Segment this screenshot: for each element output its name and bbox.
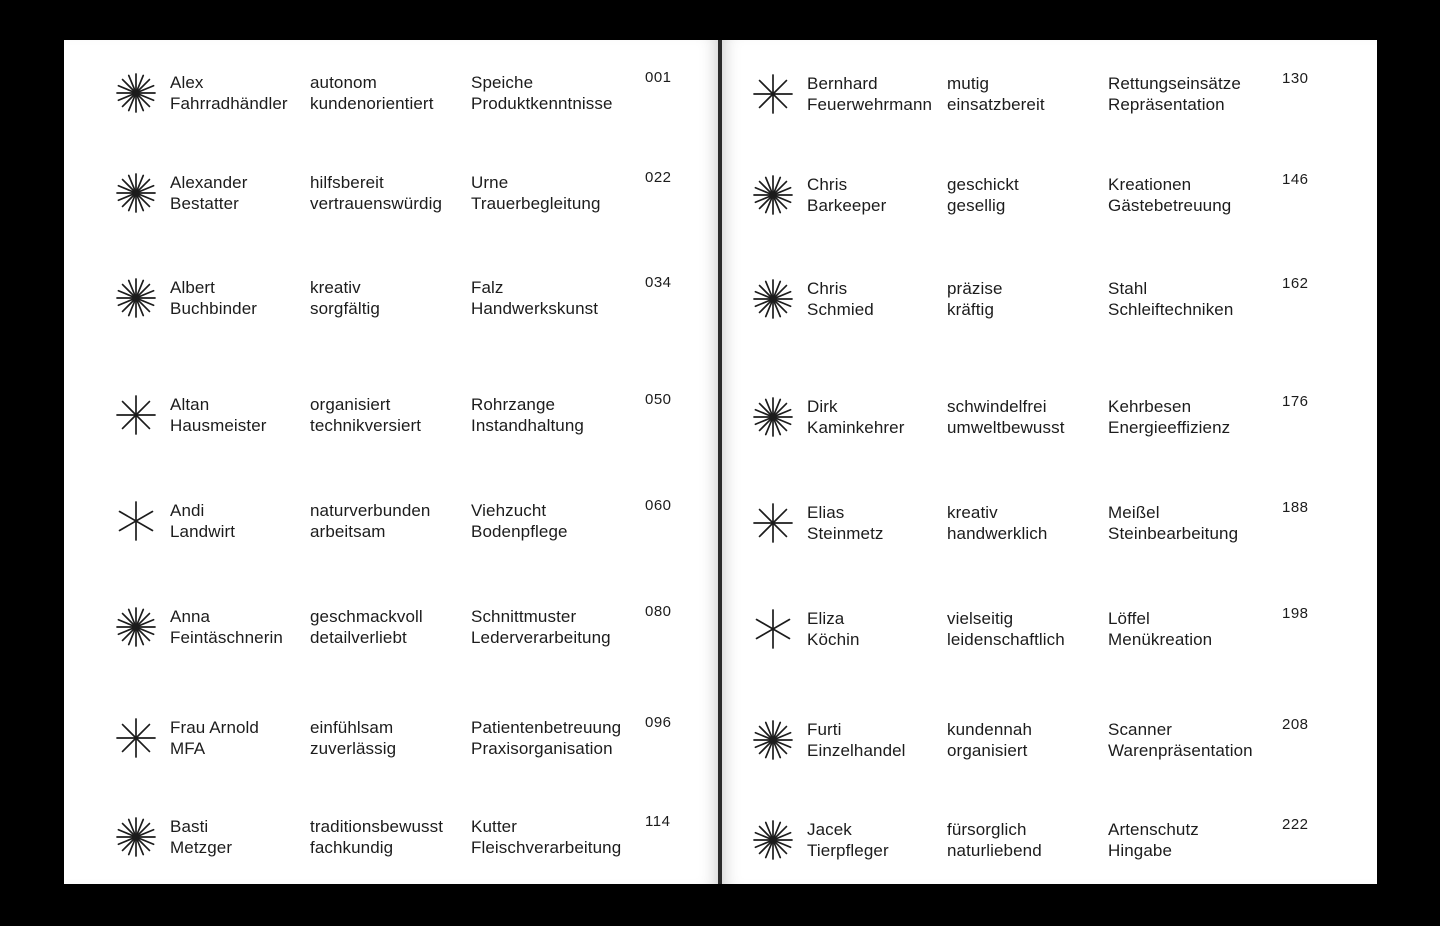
trait-secondary: vertrauenswürdig [310,194,442,213]
skills-column [1108,608,1212,650]
page-number: 050 [645,391,672,408]
person-role: Feintäschnerin [170,628,283,647]
item-label: Meißel [1108,503,1160,522]
trait-primary: fürsorglich [947,820,1027,839]
traits-column [310,277,380,319]
person-role: Hausmeister [170,416,267,435]
skill-label: Bodenpflege [471,522,568,541]
traits-column [310,500,431,542]
trait-primary: schwindelfrei [947,397,1047,416]
page-number: 188 [1282,499,1309,516]
traits-column [947,73,1045,115]
traits-column [947,719,1032,761]
entry [722,70,1377,117]
item-label: Artenschutz [1108,820,1199,839]
skill-label: Handwerkskunst [471,299,599,318]
page-number: 146 [1282,171,1309,188]
trait-secondary: organisiert [947,741,1028,760]
skills-column [471,500,568,542]
page-number: 060 [645,497,672,514]
trait-primary: geschickt [947,175,1019,194]
person-role: Landwirt [170,522,236,541]
page-number: 114 [645,813,671,830]
asterisk-16-icon [752,396,794,438]
person-name: Andi [170,501,205,520]
traits-column [310,816,443,858]
page-number: 130 [1282,70,1309,87]
person-role: Köchin [807,630,860,649]
skill-label: Produktkenntnisse [471,94,613,113]
asterisk-16-icon [115,172,157,214]
entry [64,274,718,321]
person-name: Albert [170,278,216,297]
skills-column [1108,502,1238,544]
item-label: Urne [471,173,509,192]
entry [722,605,1377,652]
page-number: 176 [1282,393,1309,410]
entry [64,813,718,860]
item-label: Rohrzange [471,395,556,414]
traits-column [310,172,442,214]
item-label: Schnittmuster [471,607,577,626]
traits-column [947,174,1019,216]
person-role: Kaminkehrer [807,418,905,437]
skill-label: Lederverarbeitung [471,628,611,647]
skills-column [1108,278,1233,320]
trait-secondary: kundenorientiert [310,94,434,113]
person-role: Buchbinder [170,299,258,318]
skills-column [471,394,584,436]
asterisk-16-icon [752,278,794,320]
person-role: Feuerwehrmann [807,95,933,114]
item-label: Rettungseinsätze [1108,74,1241,93]
trait-secondary: naturliebend [947,841,1042,860]
skill-label: Schleiftechniken [1108,300,1234,319]
skill-label: Fleischverarbeitung [471,838,622,857]
person-name: Furti [807,720,842,739]
entry [64,69,718,116]
asterisk-16-icon [115,72,157,114]
page-number: 222 [1282,816,1309,833]
trait-primary: mutig [947,74,990,93]
person-name: Chris [807,279,848,298]
asterisk-16-icon [752,819,794,861]
person-column [170,72,288,114]
asterisk-8-icon [115,717,157,759]
skill-label: Warenpräsentation [1108,741,1253,760]
skills-column [471,277,598,319]
asterisk-8-icon [752,502,794,544]
traits-column [310,606,423,648]
page-number: 096 [645,714,672,731]
skills-column [1108,396,1230,438]
skills-column [471,606,611,648]
trait-secondary: gesellig [947,196,1006,215]
entry [64,603,718,650]
person-column [170,816,232,858]
person-column [807,396,904,438]
asterisk-3-icon [115,500,157,542]
trait-primary: kreativ [310,278,361,297]
item-label: Kutter [471,817,517,836]
person-role: Tierpfleger [807,841,889,860]
entry [64,497,718,544]
trait-primary: geschmackvoll [310,607,423,626]
trait-secondary: zuverlässig [310,739,397,758]
trait-secondary: leidenschaftlich [947,630,1065,649]
trait-primary: präzise [947,279,1003,298]
page-number: 080 [645,603,672,620]
person-column [170,717,259,759]
trait-secondary: handwerklich [947,524,1048,543]
traits-column [947,608,1065,650]
skills-column [471,816,621,858]
trait-secondary: arbeitsam [310,522,386,541]
trait-primary: hilfsbereit [310,173,384,192]
skill-label: Repräsentation [1108,95,1225,114]
page-number: 162 [1282,275,1309,292]
skill-label: Gästebetreuung [1108,196,1232,215]
item-label: Patientenbetreuung [471,718,622,737]
person-column [807,819,889,861]
asterisk-16-icon [115,816,157,858]
traits-column [947,278,1003,320]
entry [722,716,1377,763]
person-column [807,719,906,761]
skills-column [471,172,601,214]
item-label: Viehzucht [471,501,547,520]
asterisk-16-icon [752,719,794,761]
person-column [807,278,874,320]
person-name: Altan [170,395,210,414]
trait-secondary: sorgfältig [310,299,380,318]
person-role: Schmied [807,300,874,319]
page-number: 208 [1282,716,1309,733]
trait-primary: traditionsbewusst [310,817,444,836]
trait-secondary: detailverliebt [310,628,407,647]
person-role: Fahrradhändler [170,94,288,113]
asterisk-16-icon [115,277,157,319]
skill-label: Energieeffizienz [1108,418,1231,437]
trait-primary: autonom [310,73,377,92]
item-label: Stahl [1108,279,1148,298]
entry [722,275,1377,322]
traits-column [947,396,1065,438]
asterisk-16-icon [115,606,157,648]
skill-label: Trauerbegleitung [471,194,601,213]
person-name: Basti [170,817,209,836]
trait-secondary: fachkundig [310,838,394,857]
skill-label: Instandhaltung [471,416,584,435]
person-name: Chris [807,175,848,194]
entry [64,169,718,216]
person-name: Frau Arnold [170,718,259,737]
trait-primary: einfühlsam [310,718,394,737]
person-column [807,73,932,115]
traits-column [310,394,421,436]
person-name: Eliza [807,609,845,628]
trait-primary: naturverbunden [310,501,431,520]
entry [722,171,1377,218]
person-role: Einzelhandel [807,741,906,760]
entry [64,714,718,761]
item-label: Falz [471,278,504,297]
skills-column [1108,174,1231,216]
item-label: Kreationen [1108,175,1192,194]
trait-secondary: umweltbewusst [947,418,1065,437]
asterisk-8-icon [752,73,794,115]
person-column [170,277,257,319]
trait-primary: kreativ [947,503,998,522]
trait-secondary: kräftig [947,300,994,319]
skills-column [1108,73,1241,115]
traits-column [947,819,1042,861]
person-column [807,502,884,544]
entry [64,391,718,438]
skills-column [1108,819,1199,861]
person-column [170,394,267,436]
person-role: Bestatter [170,194,239,213]
traits-column [310,717,396,759]
trait-secondary: einsatzbereit [947,95,1045,114]
page-number: 001 [645,69,672,86]
person-column [807,174,886,216]
person-name: Elias [807,503,845,522]
asterisk-16-icon [752,174,794,216]
person-column [170,606,283,648]
traits-column [947,502,1047,544]
item-label: Kehrbesen [1108,397,1192,416]
right-page [722,40,1377,884]
traits-column [310,72,434,114]
trait-primary: organisiert [310,395,391,414]
entry [722,499,1377,546]
item-label: Löffel [1108,609,1150,628]
skills-column [1108,719,1253,761]
skill-label: Steinbearbeitung [1108,524,1239,543]
item-label: Scanner [1108,720,1173,739]
person-name: Alex [170,73,204,92]
skill-label: Praxisorganisation [471,739,613,758]
person-name: Jacek [807,820,852,839]
person-name: Bernhard [807,74,878,93]
item-label: Speiche [471,73,534,92]
skill-label: Hingabe [1108,841,1173,860]
trait-secondary: technikversiert [310,416,422,435]
asterisk-8-icon [115,394,157,436]
person-role: Barkeeper [807,196,887,215]
entry [722,816,1377,863]
skill-label: Menükreation [1108,630,1213,649]
person-name: Dirk [807,397,838,416]
left-page [64,40,718,884]
person-column [170,500,235,542]
asterisk-3-icon [752,608,794,650]
person-column [170,172,247,214]
person-column [807,608,860,650]
page-number: 198 [1282,605,1309,622]
person-name: Anna [170,607,211,626]
person-name: Alexander [170,173,248,192]
person-role: Metzger [170,838,233,857]
page-number: 034 [645,274,672,291]
page-number: 022 [645,169,672,186]
person-role: MFA [170,739,206,758]
trait-primary: vielseitig [947,609,1014,628]
entry [722,393,1377,440]
trait-primary: kundennah [947,720,1033,739]
skills-column [471,72,613,114]
person-role: Steinmetz [807,524,884,543]
skills-column [471,717,621,759]
